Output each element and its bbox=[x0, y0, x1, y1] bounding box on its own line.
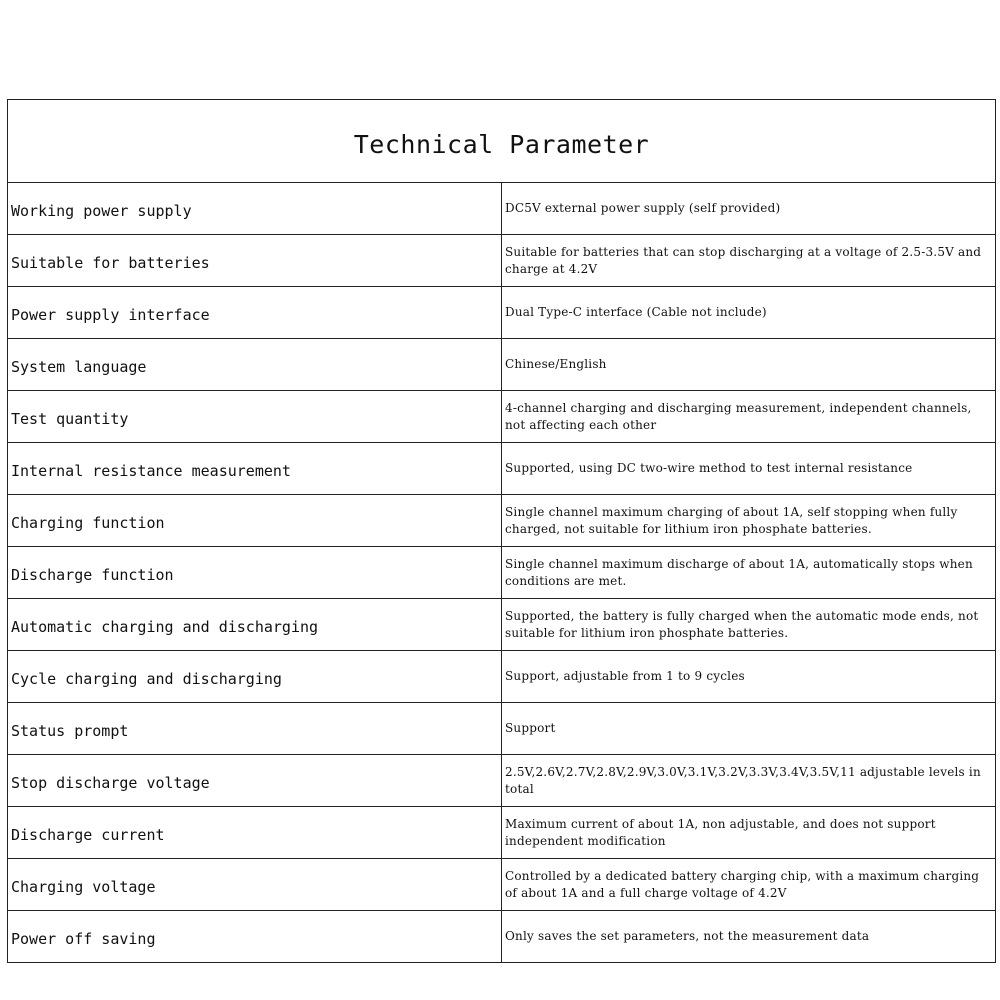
param-value: 4-channel charging and discharging measurement, independent channels, not affecting each other bbox=[502, 391, 996, 443]
table-row bbox=[8, 911, 996, 963]
param-label: Working power supply bbox=[8, 183, 502, 235]
table-row bbox=[8, 755, 996, 807]
table-row bbox=[8, 599, 996, 651]
param-label: Charging voltage bbox=[8, 859, 502, 911]
param-label: Power off saving bbox=[8, 911, 502, 963]
param-label: Charging function bbox=[8, 495, 502, 547]
param-value: Controlled by a dedicated battery charging chip, with a maximum charging of about 1A and a full charge voltage of 4.2V bbox=[502, 859, 996, 911]
table-row bbox=[8, 495, 996, 547]
table-row bbox=[8, 443, 996, 495]
param-value: Chinese/English bbox=[502, 339, 996, 391]
param-label: Discharge current bbox=[8, 807, 502, 859]
param-value: Maximum current of about 1A, non adjustable, and does not support independent modification bbox=[502, 807, 996, 859]
param-value: Dual Type-C interface (Cable not include) bbox=[502, 287, 996, 339]
table-row bbox=[8, 235, 996, 287]
param-label: Internal resistance measurement bbox=[8, 443, 502, 495]
param-label: Cycle charging and discharging bbox=[8, 651, 502, 703]
param-value: Suitable for batteries that can stop discharging at a voltage of 2.5-3.5V and charge at 4.2V bbox=[502, 235, 996, 287]
table-row bbox=[8, 651, 996, 703]
param-value: Supported, the battery is fully charged when the automatic mode ends, not suitable for lithium iron phosphate batteries. bbox=[502, 599, 996, 651]
param-label: Stop discharge voltage bbox=[8, 755, 502, 807]
param-value: Supported, using DC two-wire method to test internal resistance bbox=[502, 443, 996, 495]
param-value: Single channel maximum discharge of about 1A, automatically stops when conditions are met. bbox=[502, 547, 996, 599]
param-value: Support, adjustable from 1 to 9 cycles bbox=[502, 651, 996, 703]
table-title: Technical Parameter bbox=[8, 100, 996, 183]
param-value: Support bbox=[502, 703, 996, 755]
param-label: Status prompt bbox=[8, 703, 502, 755]
table-row bbox=[8, 547, 996, 599]
table-row bbox=[8, 287, 996, 339]
param-value: DC5V external power supply (self provided) bbox=[502, 183, 996, 235]
title-row bbox=[8, 100, 996, 183]
param-label: Automatic charging and discharging bbox=[8, 599, 502, 651]
param-value: 2.5V,2.6V,2.7V,2.8V,2.9V,3.0V,3.1V,3.2V,3.3V,3.4V,3.5V,11 adjustable levels in total bbox=[502, 755, 996, 807]
table-row bbox=[8, 183, 996, 235]
table-row bbox=[8, 703, 996, 755]
param-label: Test quantity bbox=[8, 391, 502, 443]
table-row bbox=[8, 339, 996, 391]
param-label: System language bbox=[8, 339, 502, 391]
param-label: Power supply interface bbox=[8, 287, 502, 339]
param-value: Only saves the set parameters, not the measurement data bbox=[502, 911, 996, 963]
param-label: Suitable for batteries bbox=[8, 235, 502, 287]
param-label: Discharge function bbox=[8, 547, 502, 599]
param-value: Single channel maximum charging of about 1A, self stopping when fully charged, not suitable for lithium iron phosphate batteries. bbox=[502, 495, 996, 547]
table-row bbox=[8, 807, 996, 859]
table-row bbox=[8, 391, 996, 443]
table-row bbox=[8, 859, 996, 911]
technical-parameter-table bbox=[7, 99, 996, 963]
